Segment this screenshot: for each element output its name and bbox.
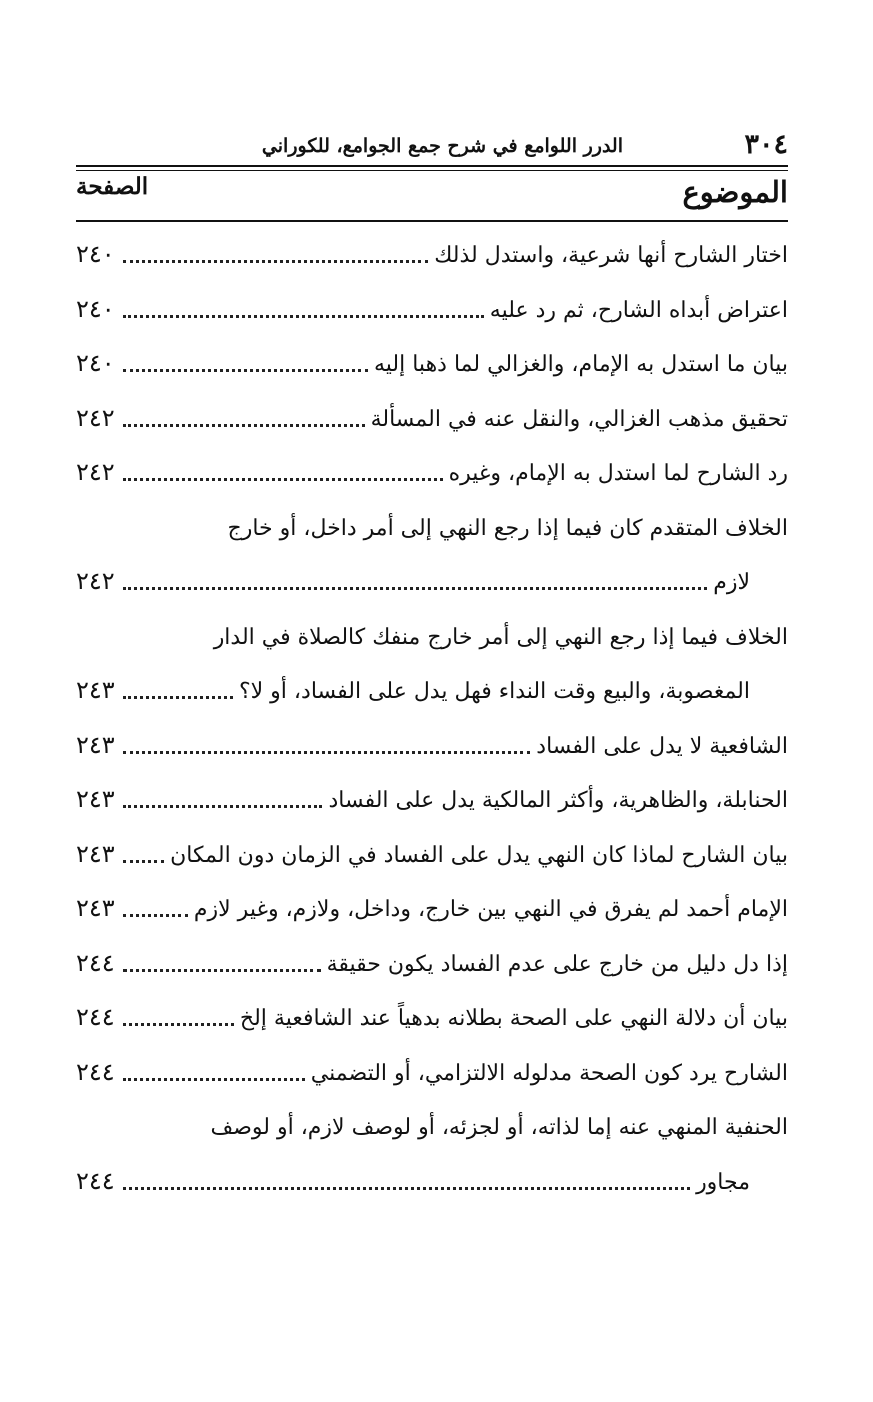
dot-leader — [123, 1078, 305, 1081]
page-column-heading: الصفحة — [76, 173, 149, 200]
book-title: الدرر اللوامع في شرح جمع الجوامع، للكوراني — [261, 135, 623, 157]
toc-entry-page: ٢٤٢ — [76, 458, 115, 486]
toc-entry-title: الخلاف المتقدم كان فيما إذا رجع النهي إلى أمر داخل، أو خارج — [227, 515, 788, 541]
toc-entry — [76, 1050, 788, 1105]
toc-entry-title: الشارح يرد كون الصحة مدلوله الالتزامي، أو التضمني — [310, 1060, 788, 1086]
toc-entry — [76, 668, 788, 723]
toc-entry-page: ٢٤٤ — [76, 1057, 115, 1086]
toc-entry-page: ٢٤٤ — [76, 1003, 115, 1031]
toc-entry-title: الإمام أحمد لم يفرق في النهي بين خارج، وداخل، ولازم، وغير لازم — [193, 897, 788, 922]
toc-entry — [76, 1104, 788, 1159]
dot-leader — [123, 969, 321, 972]
toc-entry-title: الشافعية لا يدل على الفساد — [536, 733, 788, 759]
toc-entry — [76, 886, 788, 941]
toc-entry — [76, 995, 788, 1050]
toc-entry — [76, 450, 788, 505]
toc-entry — [76, 287, 788, 342]
toc-page — [76, 125, 788, 1213]
dot-leader — [123, 914, 188, 917]
dot-leader — [123, 1023, 234, 1026]
toc-entry-title: إذا دل دليل من خارج على عدم الفساد يكون حقيقة — [326, 951, 788, 977]
toc-entry-page: ٢٤٢ — [76, 567, 115, 595]
toc-entry-page: ٢٤٣ — [76, 839, 115, 868]
toc-entry-title: اعتراض أبداه الشارح، ثم رد عليه — [489, 297, 788, 323]
toc-entry-page: ٢٤٤ — [76, 948, 115, 977]
toc-entry — [76, 341, 788, 396]
toc-entry — [76, 505, 788, 560]
toc-entry-title: الحنابلة، والظاهرية، وأكثر المالكية يدل على الفساد — [328, 788, 788, 813]
dot-leader — [123, 1187, 690, 1190]
toc-entry — [76, 559, 788, 614]
toc-entry-title: بيان ما استدل به الإمام، والغزالي لما ذهبا إليه — [373, 352, 788, 377]
column-heading-rule — [76, 220, 788, 222]
toc-entry-title: بيان الشارح لماذا كان النهي يدل على الفساد في الزمان دون المكان — [170, 842, 788, 868]
toc-entry — [76, 396, 788, 451]
toc-entry — [76, 832, 788, 887]
dot-leader — [123, 805, 322, 808]
toc-entry-title: تحقيق مذهب الغزالي، والنقل عنه في المسألة — [370, 406, 788, 432]
column-headings — [76, 171, 788, 220]
dot-leader — [123, 369, 368, 372]
toc-entry — [76, 232, 788, 287]
toc-entry-page: ٢٤٠ — [76, 294, 115, 323]
dot-leader — [123, 860, 164, 863]
toc-entry-title: مجاور — [696, 1169, 750, 1195]
toc-entry-page: ٢٤٣ — [76, 785, 115, 813]
page-number: ٣٠٤ — [744, 129, 788, 160]
toc-entry-page: ٢٤٣ — [76, 730, 115, 759]
dot-leader — [123, 315, 484, 318]
toc-entry-page: ٢٤٢ — [76, 403, 115, 432]
toc-entry — [76, 723, 788, 778]
dot-leader — [123, 260, 428, 263]
toc-entry — [76, 614, 788, 669]
table-of-contents — [76, 232, 788, 1213]
toc-entry-title: بيان أن دلالة النهي على الصحة بطلانه بدهياً عند الشافعية إلخ — [239, 1006, 788, 1031]
toc-entry — [76, 777, 788, 832]
dot-leader — [123, 424, 365, 427]
toc-entry-title: الخلاف فيما إذا رجع النهي إلى أمر خارج منفك كالصلاة في الدار — [213, 624, 788, 650]
running-header — [76, 125, 788, 165]
dot-leader — [123, 751, 530, 754]
toc-entry-page: ٢٤٣ — [76, 676, 115, 704]
toc-entry-page: ٢٤٣ — [76, 894, 115, 922]
toc-entry-page: ٢٤٤ — [76, 1166, 115, 1195]
toc-entry-title: اختار الشارح أنها شرعية، واستدل لذلك — [434, 243, 788, 268]
header-rule — [76, 165, 788, 167]
toc-entry-title: لازم — [713, 570, 750, 595]
toc-entry-title: الحنفية المنهي عنه إما لذاته، أو لجزئه، أو لوصف لازم، أو لوصف — [210, 1115, 788, 1140]
toc-entry — [76, 1159, 788, 1214]
dot-leader — [123, 587, 707, 590]
toc-entry-page: ٢٤٠ — [76, 349, 115, 377]
toc-entry-title: رد الشارح لما استدل به الإمام، وغيره — [448, 461, 788, 486]
toc-entry-page: ٢٤٠ — [76, 240, 115, 268]
toc-entry-title: المغصوبة، والبيع وقت النداء فهل يدل على الفساد، أو لا؟ — [238, 679, 750, 704]
dot-leader — [123, 478, 443, 481]
dot-leader — [123, 696, 233, 699]
topic-column-heading: الموضوع — [682, 175, 788, 209]
toc-entry — [76, 941, 788, 996]
